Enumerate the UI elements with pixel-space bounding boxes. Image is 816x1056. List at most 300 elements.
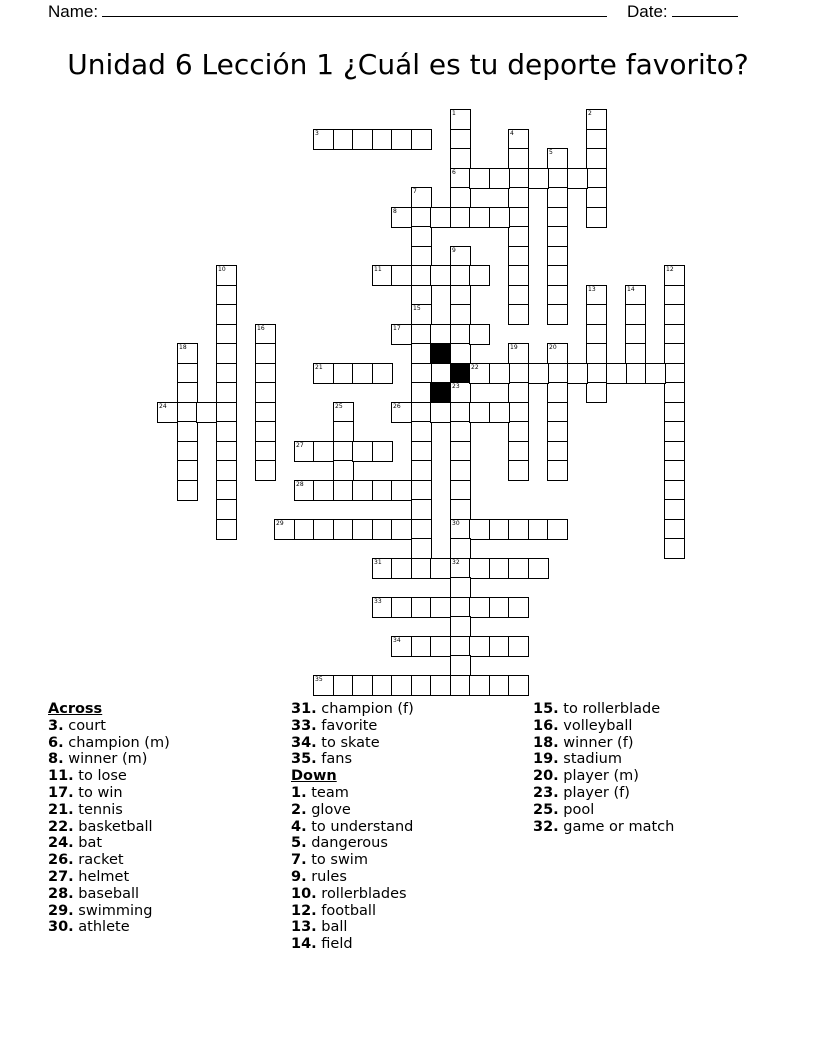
crossword-cell[interactable] xyxy=(664,285,685,306)
crossword-cell[interactable] xyxy=(372,129,393,150)
crossword-cell[interactable] xyxy=(625,324,646,345)
crossword-cell[interactable] xyxy=(352,129,373,150)
clue-item xyxy=(533,802,674,819)
clue-item-number: 19. xyxy=(533,751,559,768)
crossword-cell[interactable] xyxy=(547,148,568,169)
clue-item-number: 22. xyxy=(48,818,74,835)
crossword-cell[interactable] xyxy=(411,538,432,559)
clues-column-2 xyxy=(291,701,414,953)
crossword-cell[interactable] xyxy=(313,675,334,696)
crossword-cell[interactable] xyxy=(216,480,237,501)
crossword-cell[interactable] xyxy=(450,421,471,442)
crossword-cell[interactable] xyxy=(255,343,276,364)
crossword-cell[interactable] xyxy=(450,616,471,637)
crossword-cell[interactable] xyxy=(508,304,529,325)
clue-number: 20 xyxy=(549,344,557,351)
crossword-cell[interactable] xyxy=(528,168,549,189)
clue-item-text: pool xyxy=(563,801,595,818)
crossword-cell[interactable] xyxy=(489,168,510,189)
crossword-cell[interactable] xyxy=(411,324,432,345)
crossword-cell[interactable] xyxy=(391,129,412,150)
crossword-cell[interactable] xyxy=(469,402,490,423)
crossword-cell[interactable] xyxy=(411,597,432,618)
clue-number: 11 xyxy=(374,266,382,273)
crossword-cell[interactable] xyxy=(391,558,412,579)
crossword-cell[interactable] xyxy=(450,636,471,657)
crossword-cell[interactable] xyxy=(508,421,529,442)
clue-item-number: 12. xyxy=(291,902,317,919)
crossword-cell[interactable] xyxy=(430,597,451,618)
crossword-cell[interactable] xyxy=(586,363,607,384)
crossword-cell[interactable] xyxy=(255,421,276,442)
clue-item-text: player (f) xyxy=(563,784,630,801)
crossword-cell[interactable] xyxy=(645,363,666,384)
crossword-cell[interactable] xyxy=(450,246,471,267)
clue-item xyxy=(291,852,414,869)
crossword-cell[interactable] xyxy=(664,480,685,501)
crossword-cell[interactable] xyxy=(352,519,373,540)
crossword-cell[interactable] xyxy=(664,343,685,364)
crossword-cell[interactable] xyxy=(528,363,549,384)
crossword-cell[interactable] xyxy=(352,480,373,501)
clue-item-number: 10. xyxy=(291,885,317,902)
crossword-cell[interactable] xyxy=(489,402,510,423)
crossword-cell[interactable] xyxy=(411,207,432,228)
crossword-cell[interactable] xyxy=(508,382,529,403)
crossword-cell[interactable] xyxy=(372,519,393,540)
crossword-cell[interactable] xyxy=(606,363,627,384)
crossword-cell[interactable] xyxy=(372,480,393,501)
crossword-cell[interactable] xyxy=(664,304,685,325)
crossword-cell[interactable] xyxy=(430,402,451,423)
crossword-cell[interactable] xyxy=(508,187,529,208)
crossword-cell[interactable] xyxy=(216,304,237,325)
crossword-cell[interactable] xyxy=(450,382,471,403)
crossword-cell[interactable] xyxy=(216,363,237,384)
crossword-cell[interactable] xyxy=(177,343,198,364)
crossword-cell[interactable] xyxy=(450,109,471,130)
crossword-cell[interactable] xyxy=(391,265,412,286)
clue-number: 2 xyxy=(588,110,592,117)
crossword-cell[interactable] xyxy=(508,207,529,228)
crossword-cell[interactable] xyxy=(586,168,607,189)
crossword-cell[interactable] xyxy=(216,265,237,286)
crossword-cell[interactable] xyxy=(411,363,432,384)
crossword-cell[interactable] xyxy=(450,343,471,364)
crossword-cell[interactable] xyxy=(333,441,354,462)
crossword-cell[interactable] xyxy=(411,460,432,481)
crossword-cell[interactable] xyxy=(469,675,490,696)
crossword-cell[interactable] xyxy=(177,363,198,384)
crossword-cell[interactable] xyxy=(508,675,529,696)
clue-number: 9 xyxy=(452,247,456,254)
clue-item-number: 5. xyxy=(291,835,307,852)
crossword-cell[interactable] xyxy=(430,636,451,657)
crossword-cell[interactable] xyxy=(625,304,646,325)
crossword-cell[interactable] xyxy=(372,363,393,384)
crossword-cell[interactable] xyxy=(450,265,471,286)
crossword-cell[interactable] xyxy=(450,538,471,559)
crossword-cell[interactable] xyxy=(508,246,529,267)
crossword-cell[interactable] xyxy=(547,187,568,208)
crossword-cell[interactable] xyxy=(313,129,334,150)
clue-number: 32 xyxy=(452,559,460,566)
crossword-cell[interactable] xyxy=(450,129,471,150)
clue-item-number: 31. xyxy=(291,701,317,717)
crossword-cell[interactable] xyxy=(508,441,529,462)
clue-number: 34 xyxy=(393,637,401,644)
crossword-cell[interactable] xyxy=(489,207,510,228)
crossword-cell[interactable] xyxy=(372,675,393,696)
crossword-cell[interactable] xyxy=(372,597,393,618)
crossword-cell[interactable] xyxy=(333,675,354,696)
crossword-cell[interactable] xyxy=(333,421,354,442)
crossword-cell[interactable] xyxy=(664,538,685,559)
crossword-cell[interactable] xyxy=(333,519,354,540)
crossword-cell[interactable] xyxy=(469,636,490,657)
clues-column-1 xyxy=(48,701,170,936)
clue-item-number: 9. xyxy=(291,868,307,885)
crossword-cell[interactable] xyxy=(489,558,510,579)
crossword-cell[interactable] xyxy=(313,519,334,540)
crossword-cell[interactable] xyxy=(586,304,607,325)
crossword-cell[interactable] xyxy=(333,460,354,481)
clue-item-number: 21. xyxy=(48,801,74,818)
crossword-cell[interactable] xyxy=(411,265,432,286)
crossword-cell[interactable] xyxy=(216,324,237,345)
clue-item-number: 30. xyxy=(48,919,74,936)
crossword-cell[interactable] xyxy=(450,304,471,325)
crossword-cell[interactable] xyxy=(216,343,237,364)
crossword-cell[interactable] xyxy=(450,655,471,676)
clue-number: 17 xyxy=(393,325,401,332)
crossword-cell[interactable] xyxy=(177,402,198,423)
crossword-cell[interactable] xyxy=(547,207,568,228)
crossword-cell[interactable] xyxy=(508,343,529,364)
crossword-cell[interactable] xyxy=(450,187,471,208)
crossword-cell[interactable] xyxy=(508,168,529,189)
crossword-cell[interactable] xyxy=(391,597,412,618)
crossword-cell[interactable] xyxy=(508,597,529,618)
clue-item-text: to skate xyxy=(321,734,380,751)
crossword-cell[interactable] xyxy=(255,441,276,462)
crossword-cell[interactable] xyxy=(508,129,529,150)
crossword-cell[interactable] xyxy=(391,324,412,345)
crossword-cell[interactable] xyxy=(430,207,451,228)
crossword-cell[interactable] xyxy=(372,265,393,286)
clue-item xyxy=(533,735,674,752)
crossword-cell[interactable] xyxy=(216,519,237,540)
crossword-cell[interactable] xyxy=(352,441,373,462)
crossword-cell[interactable] xyxy=(469,265,490,286)
crossword-cell[interactable] xyxy=(294,441,315,462)
crossword-cell[interactable] xyxy=(586,343,607,364)
crossword-cell[interactable] xyxy=(177,480,198,501)
crossword-cell[interactable] xyxy=(508,519,529,540)
crossword-cell[interactable] xyxy=(547,382,568,403)
clue-number: 5 xyxy=(549,149,553,156)
clue-item-text: helmet xyxy=(78,868,130,885)
crossword-cell[interactable] xyxy=(489,675,510,696)
crossword-cell[interactable] xyxy=(586,285,607,306)
clue-item-number: 18. xyxy=(533,734,559,751)
crossword-cell[interactable] xyxy=(411,499,432,520)
crossword-cell[interactable] xyxy=(547,402,568,423)
crossword-cell[interactable] xyxy=(508,636,529,657)
crossword-cell[interactable] xyxy=(411,187,432,208)
crossword-cell[interactable] xyxy=(255,402,276,423)
clue-number: 23 xyxy=(452,383,460,390)
clue-item-text: field xyxy=(321,936,353,953)
crossword-cell[interactable] xyxy=(411,129,432,150)
crossword-cell[interactable] xyxy=(255,363,276,384)
crossword-cell[interactable] xyxy=(333,129,354,150)
crossword-cell[interactable] xyxy=(450,402,471,423)
clue-item-text: football xyxy=(321,902,376,919)
crossword-cell[interactable] xyxy=(450,285,471,306)
crossword-cell[interactable] xyxy=(313,363,334,384)
crossword-cell[interactable] xyxy=(450,577,471,598)
crossword-cell[interactable] xyxy=(450,675,471,696)
clue-item-text: winner (m) xyxy=(68,751,148,768)
crossword-cell[interactable] xyxy=(294,480,315,501)
crossword-cell[interactable] xyxy=(547,441,568,462)
crossword-cell[interactable] xyxy=(352,675,373,696)
clue-item-text: player (m) xyxy=(563,768,639,785)
clue-item-text: swimming xyxy=(78,902,153,919)
crossword-cell[interactable] xyxy=(411,285,432,306)
crossword-cell[interactable] xyxy=(625,363,646,384)
clue-item xyxy=(291,886,414,903)
crossword-cell[interactable] xyxy=(411,480,432,501)
clue-item-text: to rollerblade xyxy=(563,701,661,717)
crossword-cell[interactable] xyxy=(391,207,412,228)
crossword-cell[interactable] xyxy=(411,675,432,696)
clue-item-text: team xyxy=(311,784,349,801)
clue-item xyxy=(291,936,414,953)
crossword-cell[interactable] xyxy=(469,168,490,189)
crossword-cell[interactable] xyxy=(333,402,354,423)
crossword-cell[interactable] xyxy=(508,226,529,247)
clue-number: 31 xyxy=(374,559,382,566)
crossword-cell[interactable] xyxy=(664,324,685,345)
crossword-cell[interactable] xyxy=(567,168,588,189)
clue-item xyxy=(291,869,414,886)
crossword-cell[interactable] xyxy=(586,324,607,345)
crossword-cell[interactable] xyxy=(391,675,412,696)
crossword-cell[interactable] xyxy=(508,285,529,306)
crossword-block xyxy=(430,382,451,403)
crossword-cell[interactable] xyxy=(489,636,510,657)
crossword-cell[interactable] xyxy=(450,207,471,228)
crossword-cell[interactable] xyxy=(411,226,432,247)
crossword-cell[interactable] xyxy=(450,148,471,169)
crossword-cell[interactable] xyxy=(547,460,568,481)
crossword-cell[interactable] xyxy=(157,402,178,423)
crossword-cell[interactable] xyxy=(547,421,568,442)
crossword-cell[interactable] xyxy=(586,129,607,150)
clue-item xyxy=(533,751,674,768)
crossword-cell[interactable] xyxy=(411,343,432,364)
crossword-cell[interactable] xyxy=(469,363,490,384)
clue-item xyxy=(48,768,170,785)
clue-item-number: 16. xyxy=(533,717,559,734)
clue-item-number: 4. xyxy=(291,818,307,835)
crossword-cell[interactable] xyxy=(547,265,568,286)
crossword-cell[interactable] xyxy=(216,460,237,481)
crossword-cell[interactable] xyxy=(508,265,529,286)
crossword-cell[interactable] xyxy=(469,324,490,345)
crossword-cell[interactable] xyxy=(508,148,529,169)
clue-number: 7 xyxy=(413,188,417,195)
crossword-cell[interactable] xyxy=(177,421,198,442)
crossword-cell[interactable] xyxy=(411,382,432,403)
crossword-cell[interactable] xyxy=(450,324,471,345)
crossword-cell[interactable] xyxy=(664,499,685,520)
crossword-cell[interactable] xyxy=(411,402,432,423)
clue-number: 10 xyxy=(218,266,226,273)
crossword-cell[interactable] xyxy=(450,168,471,189)
crossword-cell[interactable] xyxy=(547,343,568,364)
crossword-cell[interactable] xyxy=(625,285,646,306)
crossword-cell[interactable] xyxy=(547,519,568,540)
crossword-cell[interactable] xyxy=(528,519,549,540)
crossword-cell[interactable] xyxy=(528,558,549,579)
crossword-cell[interactable] xyxy=(586,148,607,169)
crossword-cell[interactable] xyxy=(469,519,490,540)
crossword-cell[interactable] xyxy=(430,265,451,286)
clue-number: 18 xyxy=(179,344,187,351)
crossword-cell[interactable] xyxy=(547,246,568,267)
crossword-cell[interactable] xyxy=(508,460,529,481)
crossword-cell[interactable] xyxy=(255,324,276,345)
crossword-cell[interactable] xyxy=(391,480,412,501)
crossword-cell[interactable] xyxy=(450,558,471,579)
crossword-cell[interactable] xyxy=(294,519,315,540)
crossword-cell[interactable] xyxy=(508,363,529,384)
crossword-cell[interactable] xyxy=(664,363,685,384)
crossword-cell[interactable] xyxy=(547,363,568,384)
crossword-cell[interactable] xyxy=(450,519,471,540)
clue-number: 30 xyxy=(452,520,460,527)
crossword-cell[interactable] xyxy=(391,636,412,657)
clue-item-text: tennis xyxy=(78,801,123,818)
crossword-cell[interactable] xyxy=(547,168,568,189)
crossword-cell[interactable] xyxy=(255,460,276,481)
crossword-cell[interactable] xyxy=(450,499,471,520)
crossword-cell[interactable] xyxy=(216,499,237,520)
clue-item-text: racket xyxy=(78,852,124,869)
crossword-cell[interactable] xyxy=(391,519,412,540)
crossword-cell[interactable] xyxy=(411,636,432,657)
crossword-cell[interactable] xyxy=(547,285,568,306)
crossword-cell[interactable] xyxy=(625,343,646,364)
clue-item xyxy=(291,735,414,752)
crossword-cell[interactable] xyxy=(255,382,276,403)
crossword-cell[interactable] xyxy=(430,675,451,696)
clue-item-number: 28. xyxy=(48,885,74,902)
crossword-cell[interactable] xyxy=(391,402,412,423)
crossword-cell[interactable] xyxy=(352,363,373,384)
clue-item-number: 2. xyxy=(291,801,307,818)
crossword-cell[interactable] xyxy=(586,382,607,403)
crossword-cell[interactable] xyxy=(430,324,451,345)
crossword-cell[interactable] xyxy=(469,207,490,228)
crossword-cell[interactable] xyxy=(489,363,510,384)
clue-item-text: champion (m) xyxy=(68,734,170,751)
crossword-cell[interactable] xyxy=(177,382,198,403)
crossword-cell[interactable] xyxy=(411,441,432,462)
clue-item-number: 24. xyxy=(48,835,74,852)
crossword-cell[interactable] xyxy=(196,402,217,423)
crossword-cell[interactable] xyxy=(664,441,685,462)
crossword-block xyxy=(430,343,451,364)
crossword-cell[interactable] xyxy=(664,460,685,481)
crossword-cell[interactable] xyxy=(372,441,393,462)
crossword-cell[interactable] xyxy=(216,382,237,403)
clue-item-text: to win xyxy=(78,784,123,801)
crossword-cell[interactable] xyxy=(313,480,334,501)
crossword-cell[interactable] xyxy=(489,597,510,618)
crossword-cell[interactable] xyxy=(372,558,393,579)
crossword-cell[interactable] xyxy=(450,597,471,618)
crossword-cell[interactable] xyxy=(177,441,198,462)
crossword-cell[interactable] xyxy=(586,109,607,130)
crossword-cell[interactable] xyxy=(586,187,607,208)
crossword-cell[interactable] xyxy=(313,441,334,462)
crossword-cell[interactable] xyxy=(664,402,685,423)
crossword-cell[interactable] xyxy=(450,460,471,481)
crossword-cell[interactable] xyxy=(664,265,685,286)
crossword-cell[interactable] xyxy=(177,460,198,481)
crossword-cell[interactable] xyxy=(664,382,685,403)
crossword-cell[interactable] xyxy=(411,246,432,267)
crossword-cell[interactable] xyxy=(216,441,237,462)
crossword-cell[interactable] xyxy=(450,441,471,462)
clue-number: 28 xyxy=(296,481,304,488)
crossword-cell[interactable] xyxy=(216,421,237,442)
crossword-cell[interactable] xyxy=(216,402,237,423)
crossword-cell[interactable] xyxy=(508,558,529,579)
crossword-cell[interactable] xyxy=(216,285,237,306)
clue-item-text: baseball xyxy=(78,885,140,902)
crossword-cell[interactable] xyxy=(567,363,588,384)
clues-column-3 xyxy=(533,701,674,835)
crossword-cell[interactable] xyxy=(508,402,529,423)
crossword-cell[interactable] xyxy=(450,480,471,501)
clue-item-number: 26. xyxy=(48,852,74,869)
crossword-cell[interactable] xyxy=(664,519,685,540)
clue-item xyxy=(291,718,414,735)
crossword-cell[interactable] xyxy=(411,421,432,442)
crossword-cell[interactable] xyxy=(430,558,451,579)
page-title: Unidad 6 Lección 1 ¿Cuál es tu deporte favorito? xyxy=(67,48,749,81)
crossword-cell[interactable] xyxy=(274,519,295,540)
crossword-cell[interactable] xyxy=(547,304,568,325)
crossword-cell[interactable] xyxy=(664,421,685,442)
crossword-cell[interactable] xyxy=(469,597,490,618)
crossword-cell[interactable] xyxy=(411,558,432,579)
crossword-cell[interactable] xyxy=(547,226,568,247)
crossword-cell[interactable] xyxy=(411,304,432,325)
crossword-cell[interactable] xyxy=(333,363,354,384)
clue-item-number: 33. xyxy=(291,717,317,734)
crossword-cell[interactable] xyxy=(333,480,354,501)
crossword-cell[interactable] xyxy=(586,207,607,228)
crossword-cell[interactable] xyxy=(469,558,490,579)
crossword-cell[interactable] xyxy=(411,519,432,540)
crossword-cell[interactable] xyxy=(489,519,510,540)
